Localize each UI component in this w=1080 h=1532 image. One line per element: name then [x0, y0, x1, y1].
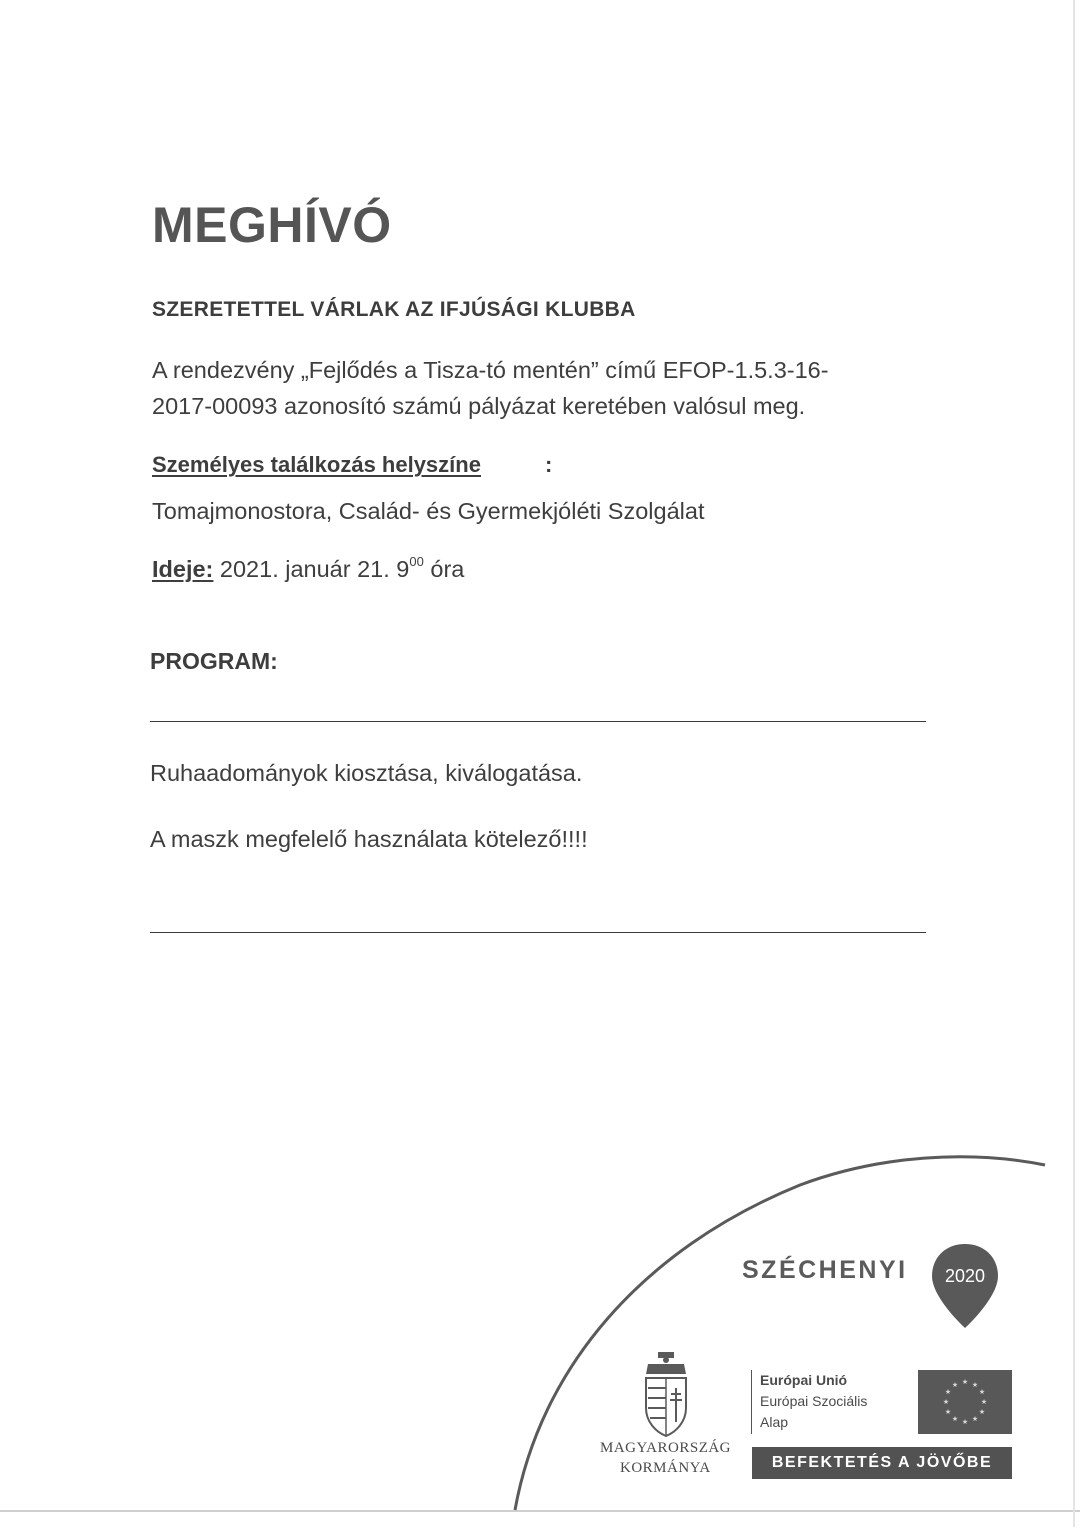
- eu-label-line-2: Európai Szociális: [760, 1393, 868, 1409]
- svg-text:★: ★: [944, 1388, 952, 1396]
- intro-line-1: A rendezvény „Fejlődés a Tisza-tó mentén” című EFOP-1.5.3-16-: [152, 357, 829, 383]
- hungarian-coat-of-arms-icon: [636, 1350, 696, 1440]
- eu-stars-icon: [918, 1370, 1012, 1434]
- svg-text:★: ★: [942, 1398, 950, 1406]
- eu-label-line-1: Európai Unió: [760, 1372, 848, 1388]
- place-label-colon: :: [545, 452, 553, 477]
- svg-text:★: ★: [951, 1415, 959, 1423]
- government-label-line-1: MAGYARORSZÁG: [600, 1440, 732, 1456]
- svg-text:★: ★: [978, 1408, 986, 1416]
- intro-line-2: 2017-00093 azonosító számú pályázat keretében valósul meg.: [152, 393, 806, 419]
- svg-text:★: ★: [961, 1378, 969, 1386]
- szechenyi-wordmark: SZÉCHENYI: [742, 1256, 908, 1284]
- svg-text:★: ★: [978, 1388, 986, 1396]
- program-bottom-rule: [150, 932, 926, 933]
- svg-text:★: ★: [971, 1415, 979, 1423]
- svg-text:★: ★: [980, 1398, 988, 1406]
- invitation-title: MEGHÍVÓ: [152, 197, 392, 253]
- intro-paragraph: [152, 352, 952, 424]
- svg-text:★: ★: [961, 1418, 969, 1426]
- eu-divider: [751, 1370, 752, 1434]
- svg-text:★: ★: [971, 1381, 979, 1389]
- date-row: [152, 554, 464, 583]
- szechenyi-2020-pin-icon: [928, 1240, 1002, 1332]
- program-heading: PROGRAM:: [150, 648, 278, 674]
- invitation-subtitle: SZERETETTEL VÁRLAK AZ IFJÚSÁGI KLUBBA: [152, 298, 636, 321]
- svg-text:★: ★: [951, 1381, 959, 1389]
- eu-label-line-3: Alap: [760, 1414, 789, 1430]
- government-label-line-2: KORMÁNYA: [620, 1460, 711, 1476]
- program-item: A maszk megfelelő használata kötelező!!!!: [150, 826, 588, 852]
- date-suffix: óra: [423, 556, 465, 582]
- date-label: Ideje:: [152, 556, 214, 582]
- date-value: 2021. január 21. 9: [213, 556, 410, 582]
- invest-in-future-banner: BEFEKTETÉS A JÖVŐBE: [752, 1447, 1012, 1479]
- szechenyi-year: 2020: [944, 1266, 986, 1286]
- place-value: Tomajmonostora, Család- és Gyermekjóléti Szolgálat: [152, 498, 705, 524]
- svg-text:★: ★: [944, 1408, 952, 1416]
- date-time-superscript: 00: [409, 554, 424, 569]
- eu-flag-icon: [918, 1370, 1012, 1434]
- program-item: Ruhaadományok kiosztása, kiválogatása.: [150, 760, 583, 786]
- place-label: Személyes találkozás helyszíne: [152, 452, 481, 477]
- program-top-rule: [150, 721, 926, 722]
